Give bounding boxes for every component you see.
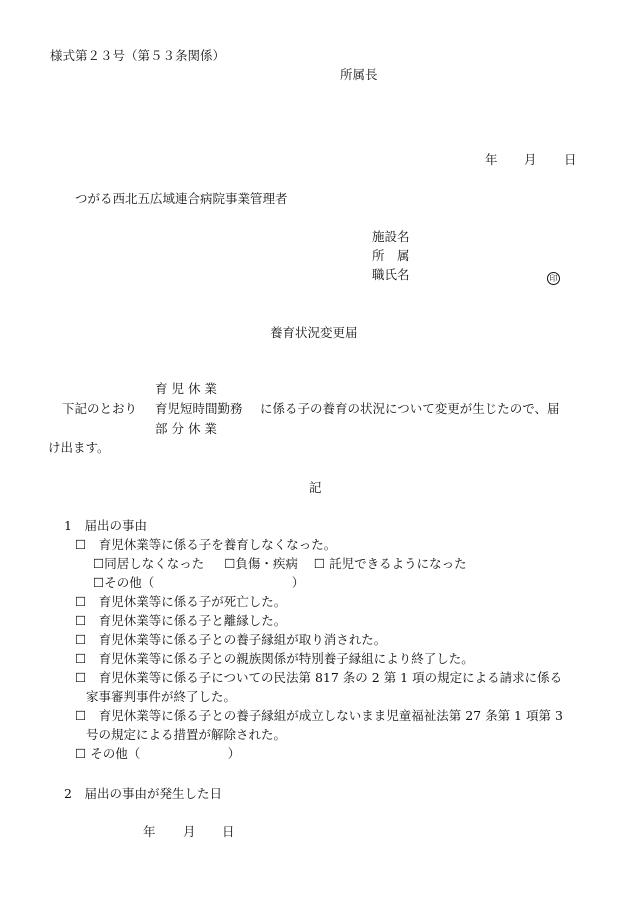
- reason-item-other-label: その他（ ）: [90, 746, 241, 761]
- checkbox-icon[interactable]: ☐: [224, 556, 236, 571]
- intro-suffix: に係る子の養育の状況について変更が生じたので、届: [260, 401, 560, 416]
- checkbox-icon[interactable]: ☐: [75, 613, 87, 628]
- reason-item-5: [75, 651, 474, 667]
- section1-heading: 1 届出の事由: [64, 518, 147, 533]
- reason-item-7: [75, 708, 563, 724]
- checkbox-icon[interactable]: ☐: [75, 594, 87, 609]
- intro-prefix: 下記のとおり: [62, 401, 138, 416]
- sub-option-not-living: 同居しなくなった: [104, 556, 205, 571]
- sub-options-row: [93, 556, 467, 572]
- reason-item-3: [75, 613, 286, 629]
- seal-mark: 印: [547, 272, 560, 285]
- addressee: つがる西北五広域連合病院事業管理者: [75, 191, 288, 206]
- checkbox-icon[interactable]: ☐: [75, 651, 87, 666]
- leave-type-2: 育児短時間勤務: [155, 401, 243, 416]
- affiliation-label: 所 属: [372, 248, 410, 263]
- checkbox-icon[interactable]: ☐: [75, 632, 87, 647]
- reason-item-3-label: 育児休業等に係る子と離縁した。: [98, 613, 287, 628]
- occurrence-day-label: 日: [222, 824, 235, 839]
- occurrence-month-label: 月: [183, 824, 196, 839]
- sub-option-daycare: 託児できるようになった: [329, 556, 467, 571]
- checkbox-icon[interactable]: ☐: [313, 556, 326, 571]
- occurrence-year-label: 年: [143, 824, 156, 839]
- reason-item-7-continuation: 号の規定による措置が解除された。: [86, 727, 287, 742]
- sub-option-other: その他（ ）: [104, 575, 305, 590]
- reason-item-4: [75, 632, 386, 648]
- checkbox-icon[interactable]: ☐: [75, 537, 87, 552]
- checkbox-icon[interactable]: ☐: [75, 746, 87, 761]
- sub-option-other-row: [93, 575, 304, 591]
- form-number: 様式第２３号（第５３条関係）: [50, 48, 226, 63]
- document-title: 養育状況変更届: [270, 325, 358, 340]
- reason-item-other: [75, 746, 240, 762]
- checkbox-icon[interactable]: ☐: [93, 575, 105, 590]
- leave-type-3: 部 分 休 業: [155, 421, 217, 436]
- intro-continuation: け出ます。: [48, 440, 110, 455]
- reason-item-6-label: 育児休業等に係る子についての民法第 817 条の 2 第 1 項の規定による請求に係る: [98, 670, 563, 685]
- reason-item-1: [75, 537, 336, 553]
- reason-item-4-label: 育児休業等に係る子との養子縁組が取り消された。: [98, 632, 387, 647]
- ki-mark: 記: [309, 480, 322, 495]
- date-month-label: 月: [524, 152, 537, 167]
- reason-item-7-label: 育児休業等に係る子との養子縁組が成立しないまま児童福祉法第 27 条第 1 項第 3: [98, 708, 563, 723]
- title-name-label: 職氏名: [372, 267, 410, 282]
- leave-type-1: 育 児 休 業: [155, 381, 217, 396]
- reason-item-2: [75, 594, 286, 610]
- seal-icon: [547, 269, 560, 285]
- reason-item-2-label: 育児休業等に係る子が死亡した。: [98, 594, 287, 609]
- date-year-label: 年: [485, 152, 498, 167]
- checkbox-icon[interactable]: ☐: [75, 670, 87, 685]
- reason-item-5-label: 育児休業等に係る子との親族関係が特別養子縁組により終了した。: [98, 651, 474, 666]
- sub-option-injury: 負傷・疾病: [235, 556, 298, 571]
- date-day-label: 日: [564, 152, 577, 167]
- facility-label: 施設名: [372, 229, 410, 244]
- recipient-top: 所属長: [340, 67, 378, 82]
- reason-item-6-continuation: 家事審判事件が終了した。: [86, 689, 237, 704]
- checkbox-icon[interactable]: ☐: [93, 556, 105, 571]
- reason-item-6: [75, 670, 562, 686]
- checkbox-icon[interactable]: ☐: [75, 708, 87, 723]
- reason-item-1-label: 育児休業等に係る子を養育しなくなった。: [98, 537, 337, 552]
- section2-heading: 2 届出の事由が発生した日: [64, 786, 222, 801]
